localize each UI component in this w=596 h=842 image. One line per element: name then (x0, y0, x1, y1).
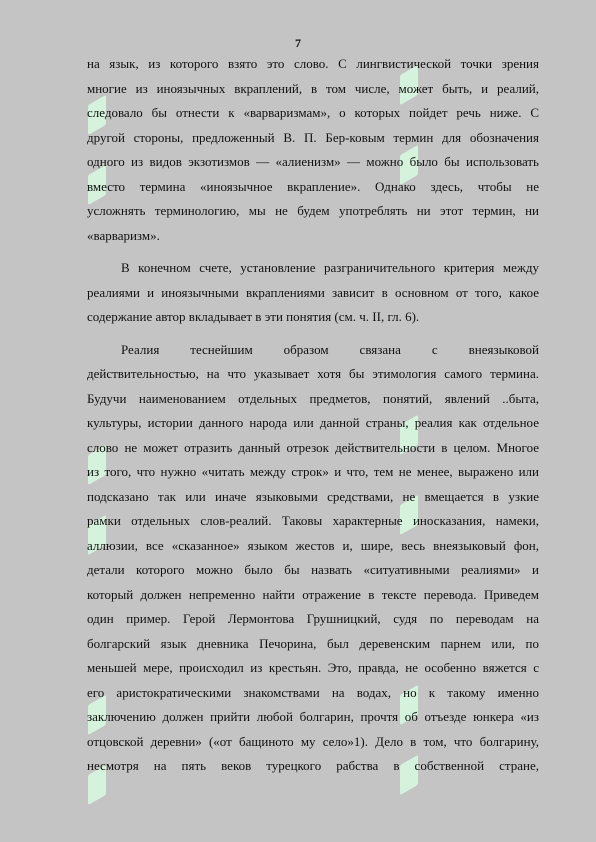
text-line: на язык, из которого взято это слово. С лингвистической точки зрения (87, 56, 539, 71)
text-line: рамки отдельных слов-реалий. Таковы характерные иносказания, намеки, (87, 513, 539, 528)
body-text (87, 52, 539, 787)
text-line: подсказано так или иначе языковыми средствами, не вмещается в узкие (87, 488, 539, 504)
text-line: его аристократическими знакомствами на водах, но к такому именно (87, 684, 539, 700)
text-line: один пример. Герой Лермонтова Грушницкий, судя по переводам на (87, 611, 539, 626)
text-line: усложнять терминологию, мы не будем употреблять ни этот термин, ни (87, 203, 539, 218)
text-line: действительностью, на что указывает хотя бы этимология самого термина. (87, 366, 539, 381)
text-line: аллюзии, все «сказанное» языком жестов и, шире, весь внеязыковый фон, (87, 537, 539, 553)
text-line: Реалия теснейшим образом связана с внеязыковой (121, 341, 539, 357)
text-line: несмотря на пять веков турецкого рабства в собственной стране, (87, 758, 539, 773)
text-line: реалиями и иноязычными вкраплениями зависит в основном от того, какое (87, 284, 539, 300)
text-line: культуры, истории данного народа или данной страны, реалия как отдельное (87, 415, 539, 430)
paragraph (87, 338, 539, 779)
paragraph (87, 256, 539, 330)
text-line: который должен непременно найти отражение в тексте перевода. Приведем (87, 586, 539, 602)
text-line: болгарский язык дневника Печорина, был деревенским парнем или, по (87, 635, 539, 651)
text-line: детали которого можно было бы назвать «ситуативными реалиями» и (87, 562, 539, 577)
text-line: одного из видов экзотизмов — «алиенизм» — можно было бы использовать (87, 154, 539, 169)
page-number: 7 (295, 36, 301, 50)
text-line: содержание автор вкладывает в эти понятия (см. ч. II, гл. 6). (87, 309, 420, 324)
text-line: многие из иноязычных вкраплений, в том числе, может быть, и реалий, (87, 80, 539, 96)
text-line: отцовской деревни» («от бащиното му село»1). Дело в том, что болгарину, (87, 733, 539, 749)
text-line: вместо термина «иноязычное вкрапление». Однако здесь, чтобы не (87, 178, 539, 194)
text-line: следовало бы отнести к «варваризмам», о которых пойдет речь ниже. С (87, 105, 539, 120)
text-line: заключению должен прийти любой болгарин, прочтя об отъезде юнкера «из (87, 709, 539, 724)
text-line: меньшей мере, происходил из крестьян. Это, правда, не особенно вяжется с (87, 660, 539, 675)
paragraph (87, 52, 539, 248)
text-line: Будучи наименованием отдельных предметов, понятий, явлений ..быта, (87, 390, 539, 406)
text-line: другой стороны, предложенный В. П. Бер-ковым термин для обозначения (87, 129, 539, 145)
text-line: В конечном счете, установление разграничительного критерия между (121, 260, 539, 275)
text-line: из того, что нужно «читать между строк» и что, тем не менее, выражено или (87, 464, 539, 479)
text-line: «варваризм». (87, 227, 160, 243)
text-line: слово не может отразить данный отрезок действительности в целом. Многое (87, 439, 539, 455)
